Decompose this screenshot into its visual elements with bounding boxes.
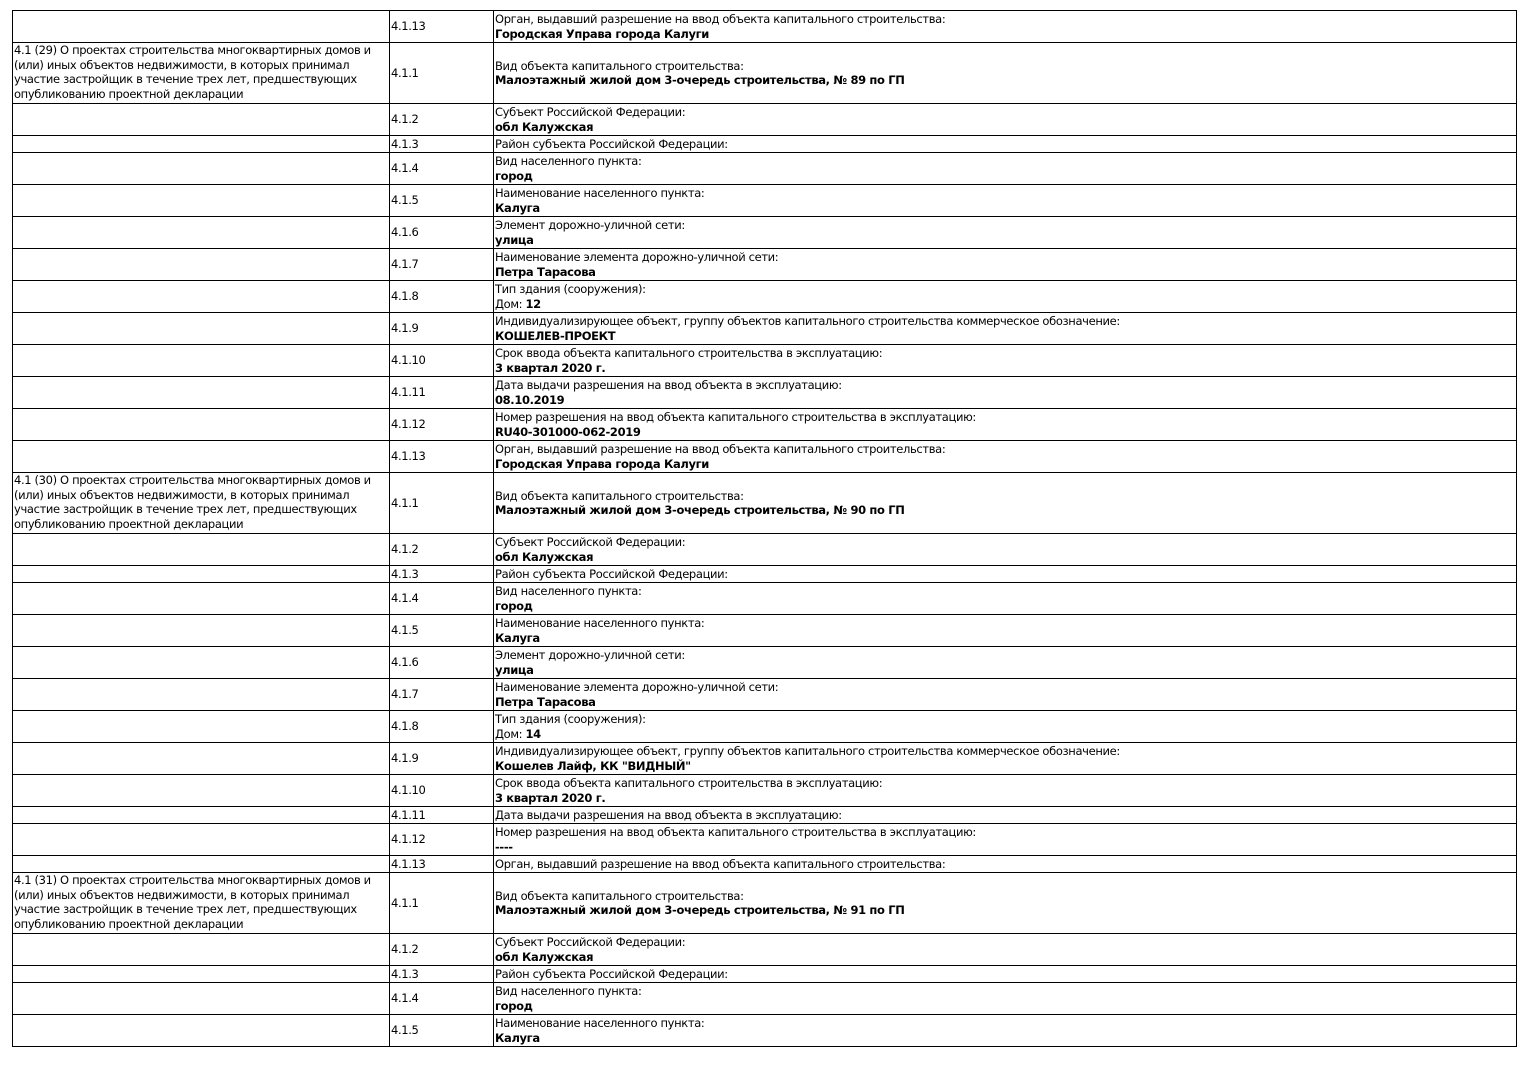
item-value-line bbox=[495, 393, 1515, 408]
item-code: 4.1.2 bbox=[390, 104, 494, 136]
item-value: Малоэтажный жилой дом 3-очередь строительства, № 89 по ГП bbox=[495, 73, 905, 87]
item-code: 4.1.5 bbox=[390, 185, 494, 217]
table-row bbox=[13, 966, 1517, 983]
item-cell bbox=[494, 534, 1517, 566]
item-value: Петра Тарасова bbox=[495, 694, 596, 709]
item-code: 4.1.5 bbox=[390, 615, 494, 647]
item-cell bbox=[494, 377, 1517, 409]
item-value-line bbox=[495, 631, 1515, 646]
item-cell bbox=[494, 743, 1517, 775]
item-cell bbox=[494, 966, 1517, 983]
table-row bbox=[13, 217, 1517, 249]
item-value-line bbox=[495, 791, 1515, 806]
section-cell: 4.1 (30) О проектах строительства многоквартирных домов и (или) иных объектов недвижимости, в которых принимал участие застройщик в течение трех лет, предшествующих опубликованию проектной декларации bbox=[13, 473, 390, 534]
item-cell bbox=[494, 711, 1517, 743]
item-label: Наименование населенного пункта: bbox=[495, 616, 705, 630]
item-label: Наименование элемента дорожно-уличной сети: bbox=[495, 250, 779, 264]
item-value-line bbox=[495, 27, 1515, 42]
table-row bbox=[13, 566, 1517, 583]
section-cell bbox=[13, 534, 390, 566]
item-label: Тип здания (сооружения): bbox=[495, 712, 646, 726]
item-label: Вид населенного пункта: bbox=[495, 984, 642, 998]
item-cell bbox=[494, 856, 1517, 873]
item-code: 4.1.9 bbox=[390, 743, 494, 775]
item-code: 4.1.5 bbox=[390, 1015, 494, 1047]
item-value: Калуга bbox=[495, 200, 540, 215]
item-label: Номер разрешения на ввод объекта капитального строительства в эксплуатацию: bbox=[495, 825, 976, 839]
item-label: Район субъекта Российской Федерации: bbox=[495, 966, 728, 981]
table-row bbox=[13, 615, 1517, 647]
item-label: Наименование элемента дорожно-уличной сети: bbox=[495, 680, 779, 694]
item-value: RU40-301000-062-2019 bbox=[495, 424, 641, 439]
item-label: Вид населенного пункта: bbox=[495, 154, 642, 168]
table-row bbox=[13, 873, 1517, 934]
section-cell bbox=[13, 583, 390, 615]
item-code: 4.1.12 bbox=[390, 824, 494, 856]
item-cell bbox=[494, 249, 1517, 281]
item-value-line bbox=[495, 361, 1515, 376]
item-value: Калуга bbox=[495, 1030, 540, 1045]
table-row bbox=[13, 313, 1517, 345]
table-row bbox=[13, 11, 1517, 43]
item-value-line bbox=[495, 169, 1515, 184]
item-value-line bbox=[495, 503, 1515, 518]
table-row bbox=[13, 249, 1517, 281]
item-value-line bbox=[495, 759, 1515, 774]
item-cell bbox=[494, 281, 1517, 313]
item-value: город bbox=[495, 598, 533, 613]
table-row bbox=[13, 473, 1517, 534]
item-value: Городская Управа города Калуги bbox=[495, 26, 710, 41]
section-cell bbox=[13, 377, 390, 409]
item-cell bbox=[494, 647, 1517, 679]
item-cell bbox=[494, 313, 1517, 345]
item-cell bbox=[494, 807, 1517, 824]
table-row bbox=[13, 711, 1517, 743]
section-cell bbox=[13, 281, 390, 313]
item-value: Малоэтажный жилой дом 3-очередь строительства, № 91 по ГП bbox=[495, 903, 905, 917]
section-cell bbox=[13, 313, 390, 345]
section-cell bbox=[13, 185, 390, 217]
item-cell bbox=[494, 409, 1517, 441]
item-code: 4.1.2 bbox=[390, 934, 494, 966]
item-value: город bbox=[495, 998, 533, 1013]
table-row bbox=[13, 983, 1517, 1015]
section-cell bbox=[13, 249, 390, 281]
item-value-line bbox=[495, 329, 1515, 344]
item-value-line bbox=[495, 1031, 1515, 1046]
table-row bbox=[13, 1015, 1517, 1047]
item-value: улица bbox=[495, 662, 534, 677]
table-row bbox=[13, 43, 1517, 104]
item-cell bbox=[494, 153, 1517, 185]
item-label: Дата выдачи разрешения на ввод объекта в эксплуатацию: bbox=[495, 378, 842, 392]
item-code: 4.1.3 bbox=[390, 136, 494, 153]
item-cell bbox=[494, 615, 1517, 647]
item-cell bbox=[494, 185, 1517, 217]
section-cell bbox=[13, 409, 390, 441]
item-value-line bbox=[495, 265, 1515, 280]
item-code: 4.1.4 bbox=[390, 983, 494, 1015]
declaration-table bbox=[12, 10, 1517, 1047]
item-value: 14 bbox=[525, 726, 541, 741]
item-code: 4.1.1 bbox=[390, 473, 494, 534]
item-label: Орган, выдавший разрешение на ввод объекта капитального строительства: bbox=[495, 442, 946, 456]
item-value-line bbox=[495, 201, 1515, 216]
item-code: 4.1.8 bbox=[390, 711, 494, 743]
item-value-line bbox=[495, 233, 1515, 248]
table-row bbox=[13, 441, 1517, 473]
table-row bbox=[13, 153, 1517, 185]
item-cell bbox=[494, 679, 1517, 711]
item-value: 3 квартал 2020 г. bbox=[495, 360, 606, 375]
section-cell bbox=[13, 11, 390, 43]
item-cell bbox=[494, 441, 1517, 473]
item-label: Номер разрешения на ввод объекта капитального строительства в эксплуатацию: bbox=[495, 410, 976, 424]
item-code: 4.1.3 bbox=[390, 966, 494, 983]
item-cell bbox=[494, 824, 1517, 856]
item-value-line bbox=[495, 840, 1515, 855]
section-cell bbox=[13, 824, 390, 856]
item-code: 4.1.6 bbox=[390, 217, 494, 249]
item-value: 3 квартал 2020 г. bbox=[495, 790, 606, 805]
item-label: Дата выдачи разрешения на ввод объекта в эксплуатацию: bbox=[495, 807, 842, 822]
item-label: Элемент дорожно-уличной сети: bbox=[495, 218, 685, 232]
section-cell bbox=[13, 743, 390, 775]
item-label: Район субъекта Российской Федерации: bbox=[495, 136, 728, 151]
item-value: 12 bbox=[525, 296, 541, 311]
item-label: Индивидуализирующее объект, группу объектов капитального строительства коммерческое обозначение: bbox=[495, 314, 1120, 328]
item-value: Городская Управа города Калуги bbox=[495, 456, 710, 471]
item-value-line bbox=[495, 73, 1515, 88]
item-code: 4.1.4 bbox=[390, 153, 494, 185]
item-cell bbox=[494, 873, 1517, 934]
item-label: Субъект Российской Федерации: bbox=[495, 535, 686, 549]
item-value: обл Калужская bbox=[495, 549, 594, 564]
item-value-line bbox=[495, 599, 1515, 614]
item-value-prefix: Дом: bbox=[495, 726, 526, 741]
table-row bbox=[13, 377, 1517, 409]
table-row bbox=[13, 775, 1517, 807]
item-label: Субъект Российской Федерации: bbox=[495, 935, 686, 949]
table-row bbox=[13, 824, 1517, 856]
item-value-prefix: Дом: bbox=[495, 296, 526, 311]
item-code: 4.1.7 bbox=[390, 249, 494, 281]
item-value-line bbox=[495, 663, 1515, 678]
item-label: Срок ввода объекта капитального строительства в эксплуатацию: bbox=[495, 776, 883, 790]
table-row bbox=[13, 534, 1517, 566]
section-cell bbox=[13, 856, 390, 873]
item-code: 4.1.7 bbox=[390, 679, 494, 711]
section-cell bbox=[13, 1015, 390, 1047]
item-label: Орган, выдавший разрешение на ввод объекта капитального строительства: bbox=[495, 856, 946, 871]
item-code: 4.1.9 bbox=[390, 313, 494, 345]
table-row bbox=[13, 743, 1517, 775]
table-row bbox=[13, 409, 1517, 441]
item-value: Калуга bbox=[495, 630, 540, 645]
item-label: Наименование населенного пункта: bbox=[495, 186, 705, 200]
table-body bbox=[13, 11, 1517, 1047]
section-cell bbox=[13, 934, 390, 966]
item-label: Вид объекта капитального строительства: bbox=[495, 888, 744, 903]
section-cell bbox=[13, 679, 390, 711]
section-cell bbox=[13, 566, 390, 583]
table-row bbox=[13, 583, 1517, 615]
item-cell bbox=[494, 983, 1517, 1015]
item-value: обл Калужская bbox=[495, 119, 594, 134]
item-label: Субъект Российской Федерации: bbox=[495, 105, 686, 119]
item-label: Орган, выдавший разрешение на ввод объекта капитального строительства: bbox=[495, 12, 946, 26]
item-value-line bbox=[495, 695, 1515, 710]
item-cell bbox=[494, 583, 1517, 615]
table-row bbox=[13, 647, 1517, 679]
item-value: Малоэтажный жилой дом 3-очередь строительства, № 90 по ГП bbox=[495, 503, 905, 517]
section-cell: 4.1 (29) О проектах строительства многоквартирных домов и (или) иных объектов недвижимости, в которых принимал участие застройщик в течение трех лет, предшествующих опубликованию проектной декларации bbox=[13, 43, 390, 104]
item-value: ---- bbox=[495, 839, 513, 854]
item-cell bbox=[494, 217, 1517, 249]
table-row bbox=[13, 281, 1517, 313]
section-cell bbox=[13, 966, 390, 983]
section-cell bbox=[13, 217, 390, 249]
table-row bbox=[13, 856, 1517, 873]
item-code: 4.1.13 bbox=[390, 11, 494, 43]
item-cell bbox=[494, 345, 1517, 377]
item-cell bbox=[494, 566, 1517, 583]
item-label: Вид объекта капитального строительства: bbox=[495, 488, 744, 503]
table-row bbox=[13, 136, 1517, 153]
item-code: 4.1.8 bbox=[390, 281, 494, 313]
section-cell: 4.1 (31) О проектах строительства многоквартирных домов и (или) иных объектов недвижимости, в которых принимал участие застройщик в течение трех лет, предшествующих опубликованию проектной декларации bbox=[13, 873, 390, 934]
item-value-line bbox=[495, 425, 1515, 440]
section-cell bbox=[13, 711, 390, 743]
item-label: Индивидуализирующее объект, группу объектов капитального строительства коммерческое обозначение: bbox=[495, 744, 1120, 758]
item-value: КОШЕЛЕВ-ПРОЕКТ bbox=[495, 328, 616, 343]
item-value: город bbox=[495, 168, 533, 183]
section-cell bbox=[13, 983, 390, 1015]
item-cell bbox=[494, 934, 1517, 966]
item-code: 4.1.4 bbox=[390, 583, 494, 615]
item-label: Тип здания (сооружения): bbox=[495, 282, 646, 296]
item-code: 4.1.2 bbox=[390, 534, 494, 566]
section-cell bbox=[13, 807, 390, 824]
item-value-line bbox=[495, 457, 1515, 472]
table-row bbox=[13, 807, 1517, 824]
section-cell bbox=[13, 775, 390, 807]
table-row bbox=[13, 104, 1517, 136]
item-code: 4.1.1 bbox=[390, 873, 494, 934]
item-value-line bbox=[495, 550, 1515, 565]
item-value-line bbox=[495, 999, 1515, 1014]
section-cell bbox=[13, 104, 390, 136]
item-value-line bbox=[495, 120, 1515, 135]
item-code: 4.1.1 bbox=[390, 43, 494, 104]
item-cell bbox=[494, 11, 1517, 43]
item-cell bbox=[494, 43, 1517, 104]
item-label: Вид объекта капитального строительства: bbox=[495, 58, 744, 73]
item-label: Элемент дорожно-уличной сети: bbox=[495, 648, 685, 662]
item-value: Петра Тарасова bbox=[495, 264, 596, 279]
item-label: Срок ввода объекта капитального строительства в эксплуатацию: bbox=[495, 346, 883, 360]
item-cell bbox=[494, 1015, 1517, 1047]
item-value-line bbox=[495, 727, 1515, 742]
item-code: 4.1.11 bbox=[390, 377, 494, 409]
item-cell bbox=[494, 136, 1517, 153]
section-cell bbox=[13, 345, 390, 377]
section-cell bbox=[13, 441, 390, 473]
item-cell bbox=[494, 104, 1517, 136]
item-code: 4.1.13 bbox=[390, 856, 494, 873]
item-label: Вид населенного пункта: bbox=[495, 584, 642, 598]
table-row bbox=[13, 185, 1517, 217]
item-value: улица bbox=[495, 232, 534, 247]
section-cell bbox=[13, 647, 390, 679]
item-value-line bbox=[495, 950, 1515, 965]
table-row bbox=[13, 679, 1517, 711]
item-code: 4.1.10 bbox=[390, 345, 494, 377]
section-cell bbox=[13, 153, 390, 185]
item-code: 4.1.11 bbox=[390, 807, 494, 824]
item-label: Район субъекта Российской Федерации: bbox=[495, 566, 728, 581]
section-cell bbox=[13, 615, 390, 647]
item-value: обл Калужская bbox=[495, 949, 594, 964]
item-label: Наименование населенного пункта: bbox=[495, 1016, 705, 1030]
item-code: 4.1.3 bbox=[390, 566, 494, 583]
item-value: 08.10.2019 bbox=[495, 392, 565, 407]
item-value-line bbox=[495, 297, 1515, 312]
item-code: 4.1.10 bbox=[390, 775, 494, 807]
table-row bbox=[13, 934, 1517, 966]
item-cell bbox=[494, 775, 1517, 807]
item-cell bbox=[494, 473, 1517, 534]
item-value-line bbox=[495, 903, 1515, 918]
item-code: 4.1.13 bbox=[390, 441, 494, 473]
item-code: 4.1.12 bbox=[390, 409, 494, 441]
item-value: Кошелев Лайф, КК "ВИДНЫЙ" bbox=[495, 758, 691, 773]
table-row bbox=[13, 345, 1517, 377]
section-cell bbox=[13, 136, 390, 153]
item-code: 4.1.6 bbox=[390, 647, 494, 679]
